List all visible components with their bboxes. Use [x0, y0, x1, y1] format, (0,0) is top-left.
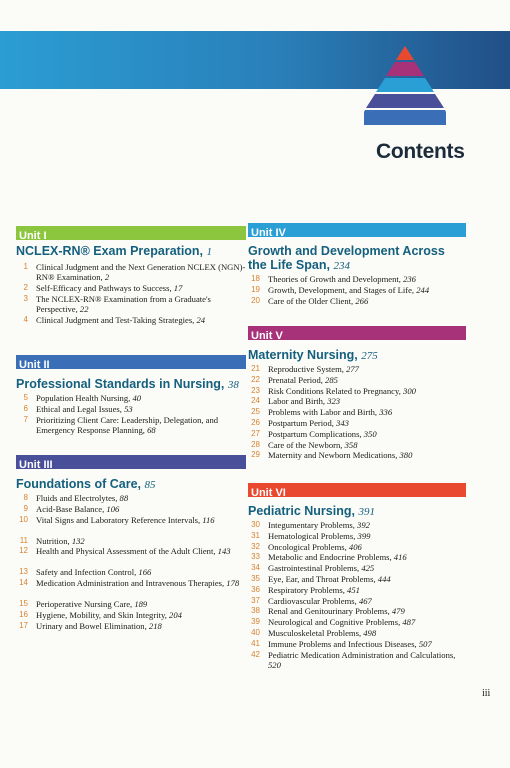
chapter-title-text: Clinical Judgment and Test-Taking Strategies,: [36, 314, 197, 325]
chapter-title-text: The NCLEX-RN® Examination from a Graduate's Perspective,: [36, 293, 211, 314]
chapter-page: 451: [347, 584, 360, 595]
chapter-title-text: Clinical Judgment and the Next Generation NCLEX (NGN)-RN® Examination,: [36, 262, 246, 282]
chapter-title-text: Urinary and Bowel Elimination,: [36, 620, 149, 631]
chapter-title-text: Prenatal Period,: [268, 374, 326, 385]
chapter-number: 8: [23, 493, 28, 502]
unit-header-bar: [248, 483, 466, 497]
chapter-title: [268, 407, 464, 417]
chapter-title: [36, 621, 246, 631]
chapter-title-text: Hygiene, Mobility, and Skin Integrity,: [36, 610, 170, 620]
chapter-title: [268, 585, 464, 595]
chapter-number: 2: [23, 283, 28, 292]
chapter-page: 204: [169, 610, 182, 620]
unit-title: Growth and Development Across the Life Span, 234: [248, 244, 445, 272]
chapter-page: 300: [403, 385, 416, 396]
chapter-page: 106: [106, 503, 120, 514]
chapter-number: 35: [251, 574, 260, 583]
chapter-title: [268, 274, 464, 284]
chapter-number: 16: [19, 610, 28, 619]
chapter-page: 277: [346, 364, 359, 374]
chapter-number: 3: [23, 293, 28, 303]
chapter-title: [268, 296, 464, 306]
chapter-page: 406: [348, 541, 362, 552]
chapter-page: 143: [217, 546, 231, 557]
chapter-title: [268, 396, 464, 406]
chapter-title: [36, 515, 246, 525]
chapter-title: [36, 599, 246, 609]
chapter-page: 40: [132, 393, 142, 403]
chapter-title-text: Medication Administration and Intravenous Therapies,: [36, 578, 227, 589]
chapter-page: 244: [416, 284, 430, 295]
chapter-title: [268, 628, 464, 638]
chapter-title-text: Postpartum Period,: [268, 418, 337, 428]
unit-header-bar: [16, 355, 246, 369]
chapter-page: 218: [148, 620, 162, 631]
chapter-title-text: Labor and Birth,: [268, 396, 328, 407]
chapter-title: [268, 386, 464, 396]
chapter-title-text: Respiratory Problems,: [268, 584, 348, 595]
chapter-title: [36, 546, 246, 556]
chapter-number: 14: [19, 578, 28, 588]
chapter-page: 178: [226, 578, 240, 589]
chapter-page: 479: [391, 606, 405, 617]
chapter-page: 266: [355, 295, 369, 306]
chapter-page: 132: [71, 535, 85, 546]
chapter-page: 498: [363, 628, 377, 638]
chapter-page: 392: [357, 520, 370, 530]
chapter-page: 358: [344, 439, 358, 450]
chapter-title-text: Musculoskeletal Problems,: [268, 628, 364, 638]
unit-label: Unit IV: [251, 227, 286, 239]
chapter-page: 487: [402, 617, 416, 628]
chapter-title-text: Safety and Infection Control,: [36, 567, 139, 578]
unit-header-bar: [16, 455, 246, 469]
chapter-title: [268, 606, 464, 616]
chapter-number: 39: [251, 617, 260, 627]
unit-header-bar: [248, 326, 466, 340]
chapter-number: 12: [19, 546, 28, 556]
unit-title: NCLEX-RN® Exam Preparation, 1: [16, 244, 213, 258]
chapter-title-text: Eye, Ear, and Throat Problems,: [268, 574, 378, 584]
chapter-title-text: Integumentary Problems,: [268, 520, 358, 530]
chapter-number: 32: [251, 541, 260, 551]
chapter-number: 4: [23, 314, 28, 324]
chapter-page: 53: [124, 403, 133, 414]
chapter-number: 27: [251, 428, 260, 438]
chapter-title: [268, 574, 464, 584]
chapter-number: 28: [251, 439, 260, 449]
chapter-title-text: Risk Conditions Related to Pregnancy,: [268, 385, 404, 396]
unit-label: Unit III: [19, 459, 53, 471]
chapter-title-text: Cardiovascular Problems,: [268, 595, 359, 606]
chapter-title: [36, 262, 246, 282]
chapter-page: 189: [134, 599, 148, 610]
chapter-page: 467: [358, 595, 372, 606]
chapter-number: 17: [19, 620, 28, 630]
chapter-page: 2: [104, 272, 110, 282]
chapter-page: 350: [363, 428, 377, 439]
chapter-title-text: Postpartum Complications,: [268, 428, 364, 439]
chapter-title: [36, 536, 246, 546]
chapter-page: 323: [327, 396, 341, 407]
chapter-page: 22: [79, 303, 89, 314]
chapter-number: 25: [251, 407, 260, 417]
unit-title: Maternity Nursing, 275: [248, 348, 378, 362]
chapter-title: [36, 294, 246, 314]
chapter-title: [268, 440, 464, 450]
chapter-number: 20: [251, 295, 260, 305]
chapter-title: [36, 404, 246, 414]
chapter-page: 507: [418, 638, 432, 649]
chapter-page: 116: [202, 514, 215, 525]
chapter-number: 37: [251, 595, 260, 605]
unit-header-bar: [16, 226, 246, 240]
chapter-title: [268, 429, 464, 439]
chapter-title: [268, 617, 464, 627]
chapter-page: 416: [393, 552, 407, 563]
chapter-page: 444: [377, 574, 391, 584]
chapter-number: 19: [251, 284, 260, 294]
chapter-title-text: Care of the Newborn,: [268, 439, 345, 450]
chapter-title: [268, 650, 464, 670]
chapter-page: 380: [399, 450, 413, 461]
chapter-title: [268, 418, 464, 428]
chapter-page: 24: [196, 314, 206, 325]
chapter-title-text: Self-Efficacy and Pathways to Success,: [36, 283, 174, 293]
chapter-number: 36: [251, 584, 260, 594]
chapter-title-text: Population Health Nursing,: [36, 393, 133, 403]
chapter-title-text: Nutrition,: [36, 535, 72, 546]
page-title: Contents: [376, 140, 465, 163]
chapter-title: [268, 639, 464, 649]
chapter-number: 7: [23, 414, 28, 424]
unit-label: Unit II: [19, 359, 50, 371]
chapter-title-text: Pediatric Medication Administration and Calculations,: [268, 649, 456, 660]
chapter-title-text: Problems with Labor and Birth,: [268, 407, 380, 418]
chapter-page: 88: [119, 493, 129, 503]
chapter-number: 13: [19, 567, 28, 577]
chapter-title: [268, 375, 464, 385]
chapter-number: 1: [23, 262, 28, 271]
chapter-title-text: Vital Signs and Laboratory Reference Intervals,: [36, 514, 203, 525]
chapter-title-text: Metabolic and Endocrine Problems,: [268, 552, 394, 563]
chapter-title-text: Maternity and Newborn Medications,: [268, 450, 400, 461]
chapter-title: [36, 415, 246, 435]
chapter-number: 24: [251, 396, 260, 406]
chapter-number: 5: [23, 393, 28, 402]
chapter-title: [268, 364, 464, 374]
chapter-title: [36, 578, 246, 588]
pyramid-logo-icon: [364, 46, 446, 126]
chapter-number: 34: [251, 563, 260, 573]
chapter-title: [268, 450, 464, 460]
chapter-number: 41: [251, 638, 260, 648]
chapter-title: [268, 596, 464, 606]
chapter-title-text: Growth, Development, and Stages of Life,: [268, 284, 417, 295]
chapter-page: 343: [336, 418, 349, 428]
chapter-title: [36, 283, 246, 293]
chapter-number: 38: [251, 606, 260, 616]
chapter-title: [36, 393, 246, 403]
chapter-title: [268, 552, 464, 562]
chapter-title: [36, 567, 246, 577]
chapter-title: [268, 285, 464, 295]
chapter-page: 520: [268, 659, 281, 670]
unit-label: Unit VI: [251, 487, 286, 499]
chapter-title: [268, 542, 464, 552]
unit-title: Pediatric Nursing, 391: [248, 504, 375, 518]
unit-title: Professional Standards in Nursing, 38: [16, 377, 239, 391]
chapter-page: 68: [147, 424, 156, 435]
chapter-title: [36, 493, 246, 503]
chapter-title-text: Renal and Genitourinary Problems,: [268, 606, 392, 617]
chapter-page: 17: [173, 283, 183, 293]
chapter-number: 29: [251, 450, 260, 460]
chapter-number: 21: [251, 364, 260, 373]
page-number: iii: [482, 688, 491, 699]
unit-label: Unit V: [251, 330, 283, 342]
chapter-title: [36, 610, 246, 620]
chapter-title: [36, 504, 246, 514]
chapter-number: 26: [251, 418, 260, 427]
chapter-page: 166: [138, 567, 152, 578]
chapter-number: 40: [251, 628, 260, 637]
chapter-number: 18: [251, 274, 260, 283]
chapter-title-text: Gastrointestinal Problems,: [268, 563, 362, 574]
unit-label: Unit I: [19, 230, 47, 242]
chapter-title-text: Prioritizing Client Care: Leadership, Delegation, and Emergency Response Planning,: [36, 414, 219, 435]
chapter-number: 22: [251, 374, 260, 384]
chapter-number: 23: [251, 385, 260, 395]
chapter-page: 399: [357, 530, 371, 541]
chapter-title: [268, 531, 464, 541]
chapter-number: 10: [19, 514, 28, 524]
chapter-number: 33: [251, 552, 260, 562]
chapter-number: 11: [19, 535, 28, 545]
chapter-number: 15: [19, 599, 28, 609]
chapter-page: 425: [361, 563, 375, 574]
unit-title: Foundations of Care, 85: [16, 477, 156, 491]
chapter-title-text: Care of the Older Client,: [268, 295, 356, 306]
chapter-title-text: Immune Problems and Infectious Diseases,: [268, 638, 419, 649]
chapter-number: 30: [251, 520, 260, 529]
chapter-page: 336: [379, 407, 393, 418]
chapter-title-text: Theories of Growth and Development,: [268, 274, 404, 284]
chapter-title: [268, 520, 464, 530]
chapter-number: 9: [23, 503, 28, 513]
chapter-number: 31: [251, 530, 260, 540]
chapter-title-text: Hematological Problems,: [268, 530, 358, 541]
unit-header-bar: [248, 223, 466, 237]
chapter-page: 285: [325, 374, 338, 385]
chapter-page: 236: [403, 274, 416, 284]
chapter-number: 6: [23, 403, 28, 413]
chapter-number: 42: [251, 649, 260, 659]
chapter-title-text: Neurological and Cognitive Problems,: [268, 617, 403, 628]
chapter-title-text: Ethical and Legal Issues,: [36, 403, 125, 414]
chapter-title-text: Reproductive System,: [268, 364, 347, 374]
chapter-title-text: Acid-Base Balance,: [36, 503, 107, 514]
chapter-title: [268, 563, 464, 573]
chapter-title-text: Perioperative Nursing Care,: [36, 599, 135, 610]
chapter-title: [36, 315, 246, 325]
chapter-title-text: Fluids and Electrolytes,: [36, 493, 120, 503]
chapter-title-text: Health and Physical Assessment of the Adult Client,: [36, 546, 218, 557]
chapter-title-text: Oncological Problems,: [268, 541, 349, 552]
